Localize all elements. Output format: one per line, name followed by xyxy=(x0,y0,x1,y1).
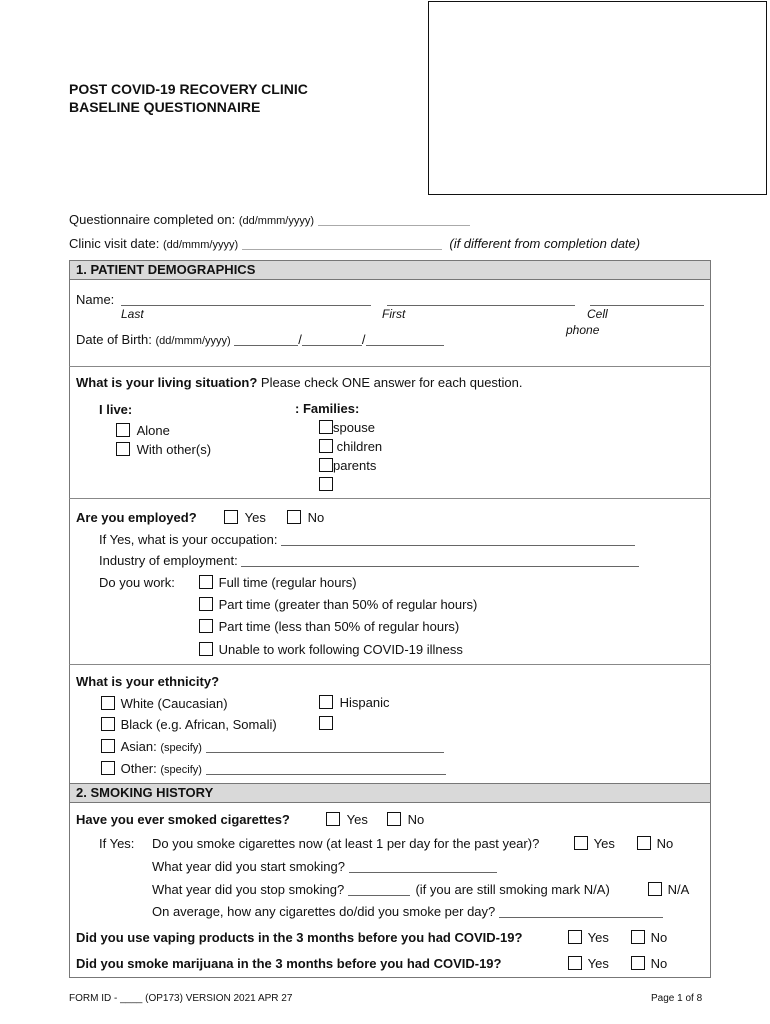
employed-yes-checkbox[interactable] xyxy=(224,510,238,524)
start-question: What year did you start smoking? xyxy=(152,859,345,874)
section2-header: 2. SMOKING HISTORY xyxy=(69,783,711,803)
label-box xyxy=(428,1,767,195)
visit-note: (if different from completion date) xyxy=(449,236,641,251)
first-caption: First xyxy=(382,307,406,321)
children-checkbox[interactable] xyxy=(319,439,333,453)
divider xyxy=(69,498,711,499)
living-question-bold: What is your living situation? xyxy=(76,375,258,390)
smoke-now-no-checkbox[interactable] xyxy=(637,836,651,850)
stop-na-option[interactable] xyxy=(648,882,689,897)
spouse-checkbox[interactable] xyxy=(319,420,333,434)
form-title xyxy=(69,80,308,116)
marijuana-yes-label: Yes xyxy=(587,956,609,971)
per-day-field[interactable] xyxy=(499,917,663,918)
stop-note: (if you are still smoking mark N/A) xyxy=(415,882,610,897)
living-question xyxy=(76,375,523,390)
alone-checkbox[interactable] xyxy=(116,423,130,437)
completed-label: Questionnaire completed on: xyxy=(69,212,236,227)
work-option-1[interactable] xyxy=(199,575,357,590)
start-row xyxy=(152,859,497,874)
employed-yes-label: Yes xyxy=(244,510,266,525)
footer-page: Page 1 of 8 xyxy=(651,993,703,1004)
visit-label: Clinic visit date: xyxy=(69,236,160,251)
divider xyxy=(69,366,711,367)
other-label: Other: xyxy=(120,761,157,776)
stop-na-label: N/A xyxy=(667,882,690,897)
smoked-yes-label: Yes xyxy=(346,812,368,827)
hispanic-option[interactable] xyxy=(319,695,389,710)
completed-date-format: (dd/mmm/yyyy) xyxy=(238,215,315,227)
dob-format: (dd/mmm/yyyy) xyxy=(155,335,231,347)
white-label: White (Caucasian) xyxy=(120,696,228,711)
with-others-option[interactable] xyxy=(116,442,211,457)
section1-header: 1. PATIENT DEMOGRAPHICS xyxy=(69,260,711,280)
smoke-now-yes-option[interactable] xyxy=(574,836,615,851)
hispanic-label: Hispanic xyxy=(339,695,390,710)
visit-row xyxy=(69,236,640,251)
smoked-no-option[interactable] xyxy=(387,812,424,827)
other-specify-field[interactable] xyxy=(206,774,446,775)
marijuana-yes-option[interactable] xyxy=(568,956,609,971)
stop-question: What year did you stop smoking? xyxy=(152,882,345,897)
completed-date-field[interactable] xyxy=(318,225,470,226)
asian-specify: (specify) xyxy=(160,742,202,754)
occupation-field[interactable] xyxy=(281,545,635,546)
smoke-now-question: Do you smoke cigarettes now (at least 1 per day for the past year)? xyxy=(152,836,540,851)
completed-row xyxy=(69,212,470,227)
vaping-yes-option[interactable] xyxy=(568,930,609,945)
black-label: Black (e.g. African, Somali) xyxy=(120,717,277,732)
work-option-3-label: Part time (less than 50% of regular hours) xyxy=(218,619,460,634)
employed-yes-option[interactable] xyxy=(224,510,266,525)
black-option[interactable] xyxy=(101,717,277,732)
do-you-work-label: Do you work: xyxy=(99,575,175,590)
first-name-field[interactable] xyxy=(387,293,575,306)
industry-row xyxy=(99,553,639,568)
work-option-4-label: Unable to work following COVID-19 illness xyxy=(218,642,463,657)
last-name-field[interactable] xyxy=(121,293,371,306)
white-option[interactable] xyxy=(101,696,228,711)
marijuana-no-label: No xyxy=(650,956,668,971)
work-option-3[interactable] xyxy=(199,619,459,634)
dob-label: Date of Birth: xyxy=(76,332,152,347)
industry-label: Industry of employment: xyxy=(99,553,238,568)
visit-date-field[interactable] xyxy=(242,249,442,250)
vaping-yes-checkbox[interactable] xyxy=(568,930,582,944)
work-option-4[interactable] xyxy=(199,642,463,657)
living-question-rest: Please check ONE answer for each question. xyxy=(257,375,523,390)
children-option[interactable] xyxy=(319,439,382,454)
smoked-yes-option[interactable] xyxy=(326,812,368,827)
ethnicity-blank-option[interactable] xyxy=(319,716,333,731)
i-live-label: I live: xyxy=(99,402,133,417)
work-option-1-label: Full time (regular hours) xyxy=(218,575,357,590)
work-option-1-checkbox[interactable] xyxy=(199,575,213,589)
employed-row xyxy=(76,510,197,525)
per-day-question: On average, how any cigarettes do/did you smoke per day? xyxy=(152,904,496,919)
marijuana-no-checkbox[interactable] xyxy=(631,956,645,970)
families-label: : Families: xyxy=(295,401,360,416)
parents-label: parents xyxy=(333,458,377,473)
asian-checkbox[interactable] xyxy=(101,739,115,753)
asian-specify-field[interactable] xyxy=(206,752,444,753)
occupation-label: If Yes, what is your occupation: xyxy=(99,532,278,547)
stop-year-field[interactable] xyxy=(348,895,410,896)
asian-label: Asian: xyxy=(120,739,157,754)
industry-field[interactable] xyxy=(241,566,639,567)
divider xyxy=(69,664,711,665)
employed-no-label: No xyxy=(307,510,325,525)
alone-label: Alone xyxy=(136,423,170,438)
other-specify: (specify) xyxy=(160,764,202,776)
parents-checkbox[interactable] xyxy=(319,458,333,472)
marijuana-question: Did you smoke marijuana in the 3 months before you had COVID-19? xyxy=(76,956,502,971)
marijuana-yes-checkbox[interactable] xyxy=(568,956,582,970)
work-option-2[interactable] xyxy=(199,597,477,612)
smoke-now-yes-label: Yes xyxy=(593,836,615,851)
work-option-2-label: Part time (greater than 50% of regular hours) xyxy=(218,597,478,612)
marijuana-no-option[interactable] xyxy=(631,956,667,971)
vaping-question: Did you use vaping products in the 3 months before you had COVID-19? xyxy=(76,930,523,945)
stop-na-checkbox[interactable] xyxy=(648,882,662,896)
work-option-2-checkbox[interactable] xyxy=(199,597,213,611)
other-checkbox[interactable] xyxy=(101,761,115,775)
dob-row: Date of Birth: (dd/mmm/yyyy) / / xyxy=(76,332,444,347)
footer-form-id: FORM ID - ____ (OP173) VERSION 2021 APR 27 xyxy=(69,993,293,1004)
other-option[interactable] xyxy=(101,761,446,776)
smoked-question: Have you ever smoked cigarettes? xyxy=(76,812,290,827)
work-option-3-checkbox[interactable] xyxy=(199,619,213,633)
smoked-no-checkbox[interactable] xyxy=(387,812,401,826)
alone-option[interactable] xyxy=(116,423,170,438)
black-checkbox[interactable] xyxy=(101,717,115,731)
children-label: children xyxy=(336,439,383,454)
vaping-no-option[interactable] xyxy=(631,930,667,945)
smoked-no-label: No xyxy=(407,812,425,827)
if-yes-label: If Yes: xyxy=(99,836,135,851)
ethnicity-blank-checkbox[interactable] xyxy=(319,716,333,730)
cell-caption-1: Cell xyxy=(587,307,608,321)
asian-option[interactable] xyxy=(101,739,444,754)
vaping-yes-label: Yes xyxy=(587,930,609,945)
employed-no-checkbox[interactable] xyxy=(287,510,301,524)
with-others-checkbox[interactable] xyxy=(116,442,130,456)
title-line-1: POST COVID-19 RECOVERY CLINIC xyxy=(69,81,308,97)
smoke-now-no-option[interactable] xyxy=(637,836,673,851)
white-checkbox[interactable] xyxy=(101,696,115,710)
employed-question: Are you employed? xyxy=(76,510,197,525)
occupation-row xyxy=(99,532,635,547)
cell-phone-field[interactable] xyxy=(590,293,704,306)
spouse-option[interactable] xyxy=(319,420,375,435)
with-others-label: With other(s) xyxy=(136,442,212,457)
cell-caption-2: phone xyxy=(566,323,600,337)
start-year-field[interactable] xyxy=(349,872,497,873)
hispanic-checkbox[interactable] xyxy=(319,695,333,709)
family-blank-option[interactable] xyxy=(319,477,333,492)
name-label: Name: xyxy=(76,292,115,307)
dob-day-field[interactable] xyxy=(234,345,298,346)
employed-no-option[interactable] xyxy=(287,510,324,525)
smoke-now-yes-checkbox[interactable] xyxy=(574,836,588,850)
vaping-no-checkbox[interactable] xyxy=(631,930,645,944)
visit-date-format: (dd/mmm/yyyy) xyxy=(162,239,239,251)
per-day-row xyxy=(152,904,663,919)
dob-month-field[interactable] xyxy=(302,345,362,346)
smoked-yes-checkbox[interactable] xyxy=(326,812,340,826)
vaping-no-label: No xyxy=(650,930,668,945)
family-blank-checkbox[interactable] xyxy=(319,477,333,491)
ethnicity-question: What is your ethnicity? xyxy=(76,674,220,689)
smoke-now-no-label: No xyxy=(656,836,674,851)
dob-year-field[interactable] xyxy=(366,345,444,346)
last-caption: Last xyxy=(121,307,144,321)
stop-row xyxy=(152,882,610,897)
work-option-4-checkbox[interactable] xyxy=(199,642,213,656)
title-line-2: BASELINE QUESTIONNAIRE xyxy=(69,99,261,115)
spouse-label: spouse xyxy=(333,420,375,435)
parents-option[interactable] xyxy=(319,458,376,473)
